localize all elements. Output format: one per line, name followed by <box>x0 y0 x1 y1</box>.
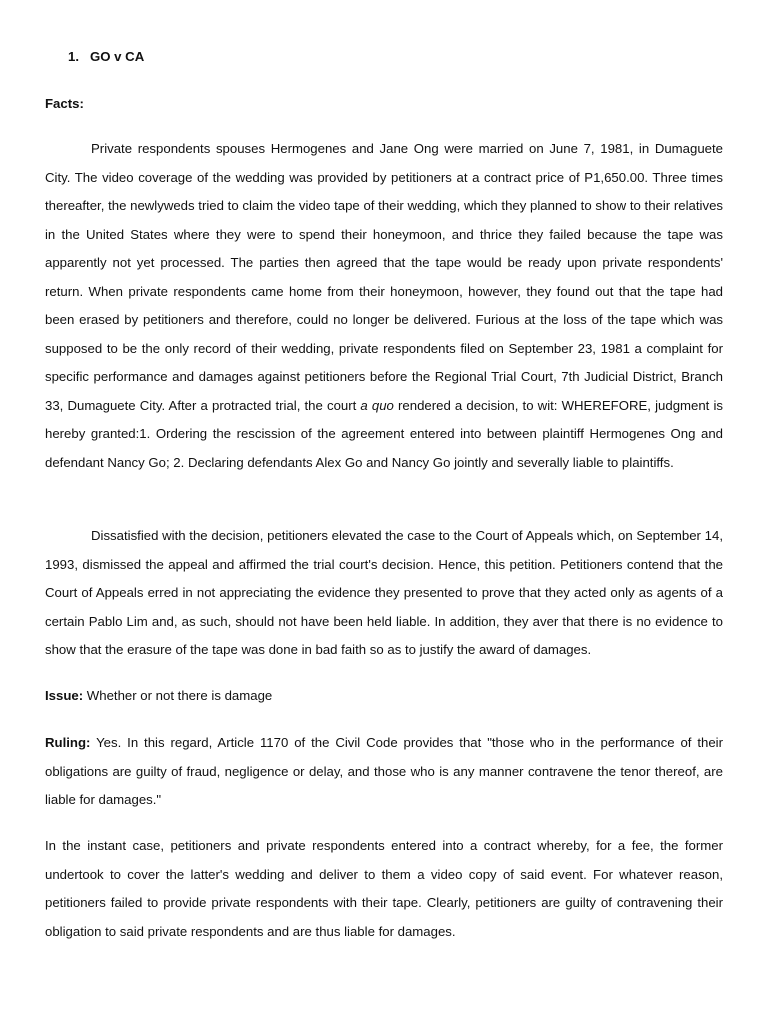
facts-paragraph-1-italic: a quo <box>360 397 394 413</box>
final-paragraph: In the instant case, petitioners and private respondents entered into a contract whereby, for a fee, the former undertook to cover the latter's wedding and deliver to them a video copy of said event. For whatever reason, petitioners failed to provide private respondents with their tape. Clearly, petitioners are guilty of contravening their obligation to said private respondents and are thus liable for damages. <box>45 838 723 939</box>
ruling-text: Yes. In this regard, Article 1170 of the Civil Code provides that "those who in the performance of their obligations are guilty of fraud, negligence or delay, and those who is any manner contravene the tenor thereof, are liable for damages." <box>45 735 723 807</box>
facts-paragraph-1 <box>45 135 723 477</box>
issue-paragraph <box>45 682 723 711</box>
ruling-paragraph <box>45 729 723 815</box>
issue-text: Whether or not there is damage <box>83 688 273 703</box>
facts-paragraph-2: Dissatisfied with the decision, petitioners elevated the case to the Court of Appeals which, on September 14, 1993, dismissed the appeal and affirmed the trial court's decision. Hence, this petition. Petitioners contend that the Court of Appeals erred in not appreciating the evidence they presented to prove that they acted only as agents of a certain Pablo Lim and, as such, should not have been held liable. In addition, they aver that there is no evidence to show that the erasure of the tape was done in bad faith so as to justify the award of damages. <box>45 528 723 657</box>
facts-paragraph-1-text-a: Private respondents spouses Hermogenes and Jane Ong were married on June 7, 1981, in Dumaguete City. The video coverage of the wedding was provided by petitioners at a contract price of P1,650.00. Three times thereafter, the newlyweds tried to claim the video tape of their wedding, which they planned to show to their relatives in the United States where they were to spend their honeymoon, and thrice they failed because the tape was apparently not yet processed. The parties then agreed that the tape would be ready upon private respondents' return. When private respondents came home from their honeymoon, however, they found out that the tape had been erased by petitioners and therefore, could no longer be delivered. Furious at the loss of the tape which was supposed to be the only record of their wedding, private respondents filed on September 23, 1981 a complaint for specific performance and damages against petitioners before the Regional Trial Court, 7th Judicial District, Branch 33, Dumaguete City. After a protracted trial, the court <box>45 141 723 413</box>
facts-heading: Facts: <box>45 96 84 111</box>
issue-label: Issue: <box>45 688 84 703</box>
facts-paragraph-1-text-b: rendered a decision, to wit: WHEREFORE, judgment is hereby granted:1. Ordering the rescission of the agreement entered into between plaintiff Hermogenes Ong and defendant Nancy Go; 2. Declaring defendants Alex Go and Nancy Go jointly and severally liable to plaintiffs. <box>45 397 723 470</box>
case-number: 1. <box>68 49 79 64</box>
case-title: GO v CA <box>90 49 145 64</box>
ruling-label: Ruling: <box>45 735 91 750</box>
